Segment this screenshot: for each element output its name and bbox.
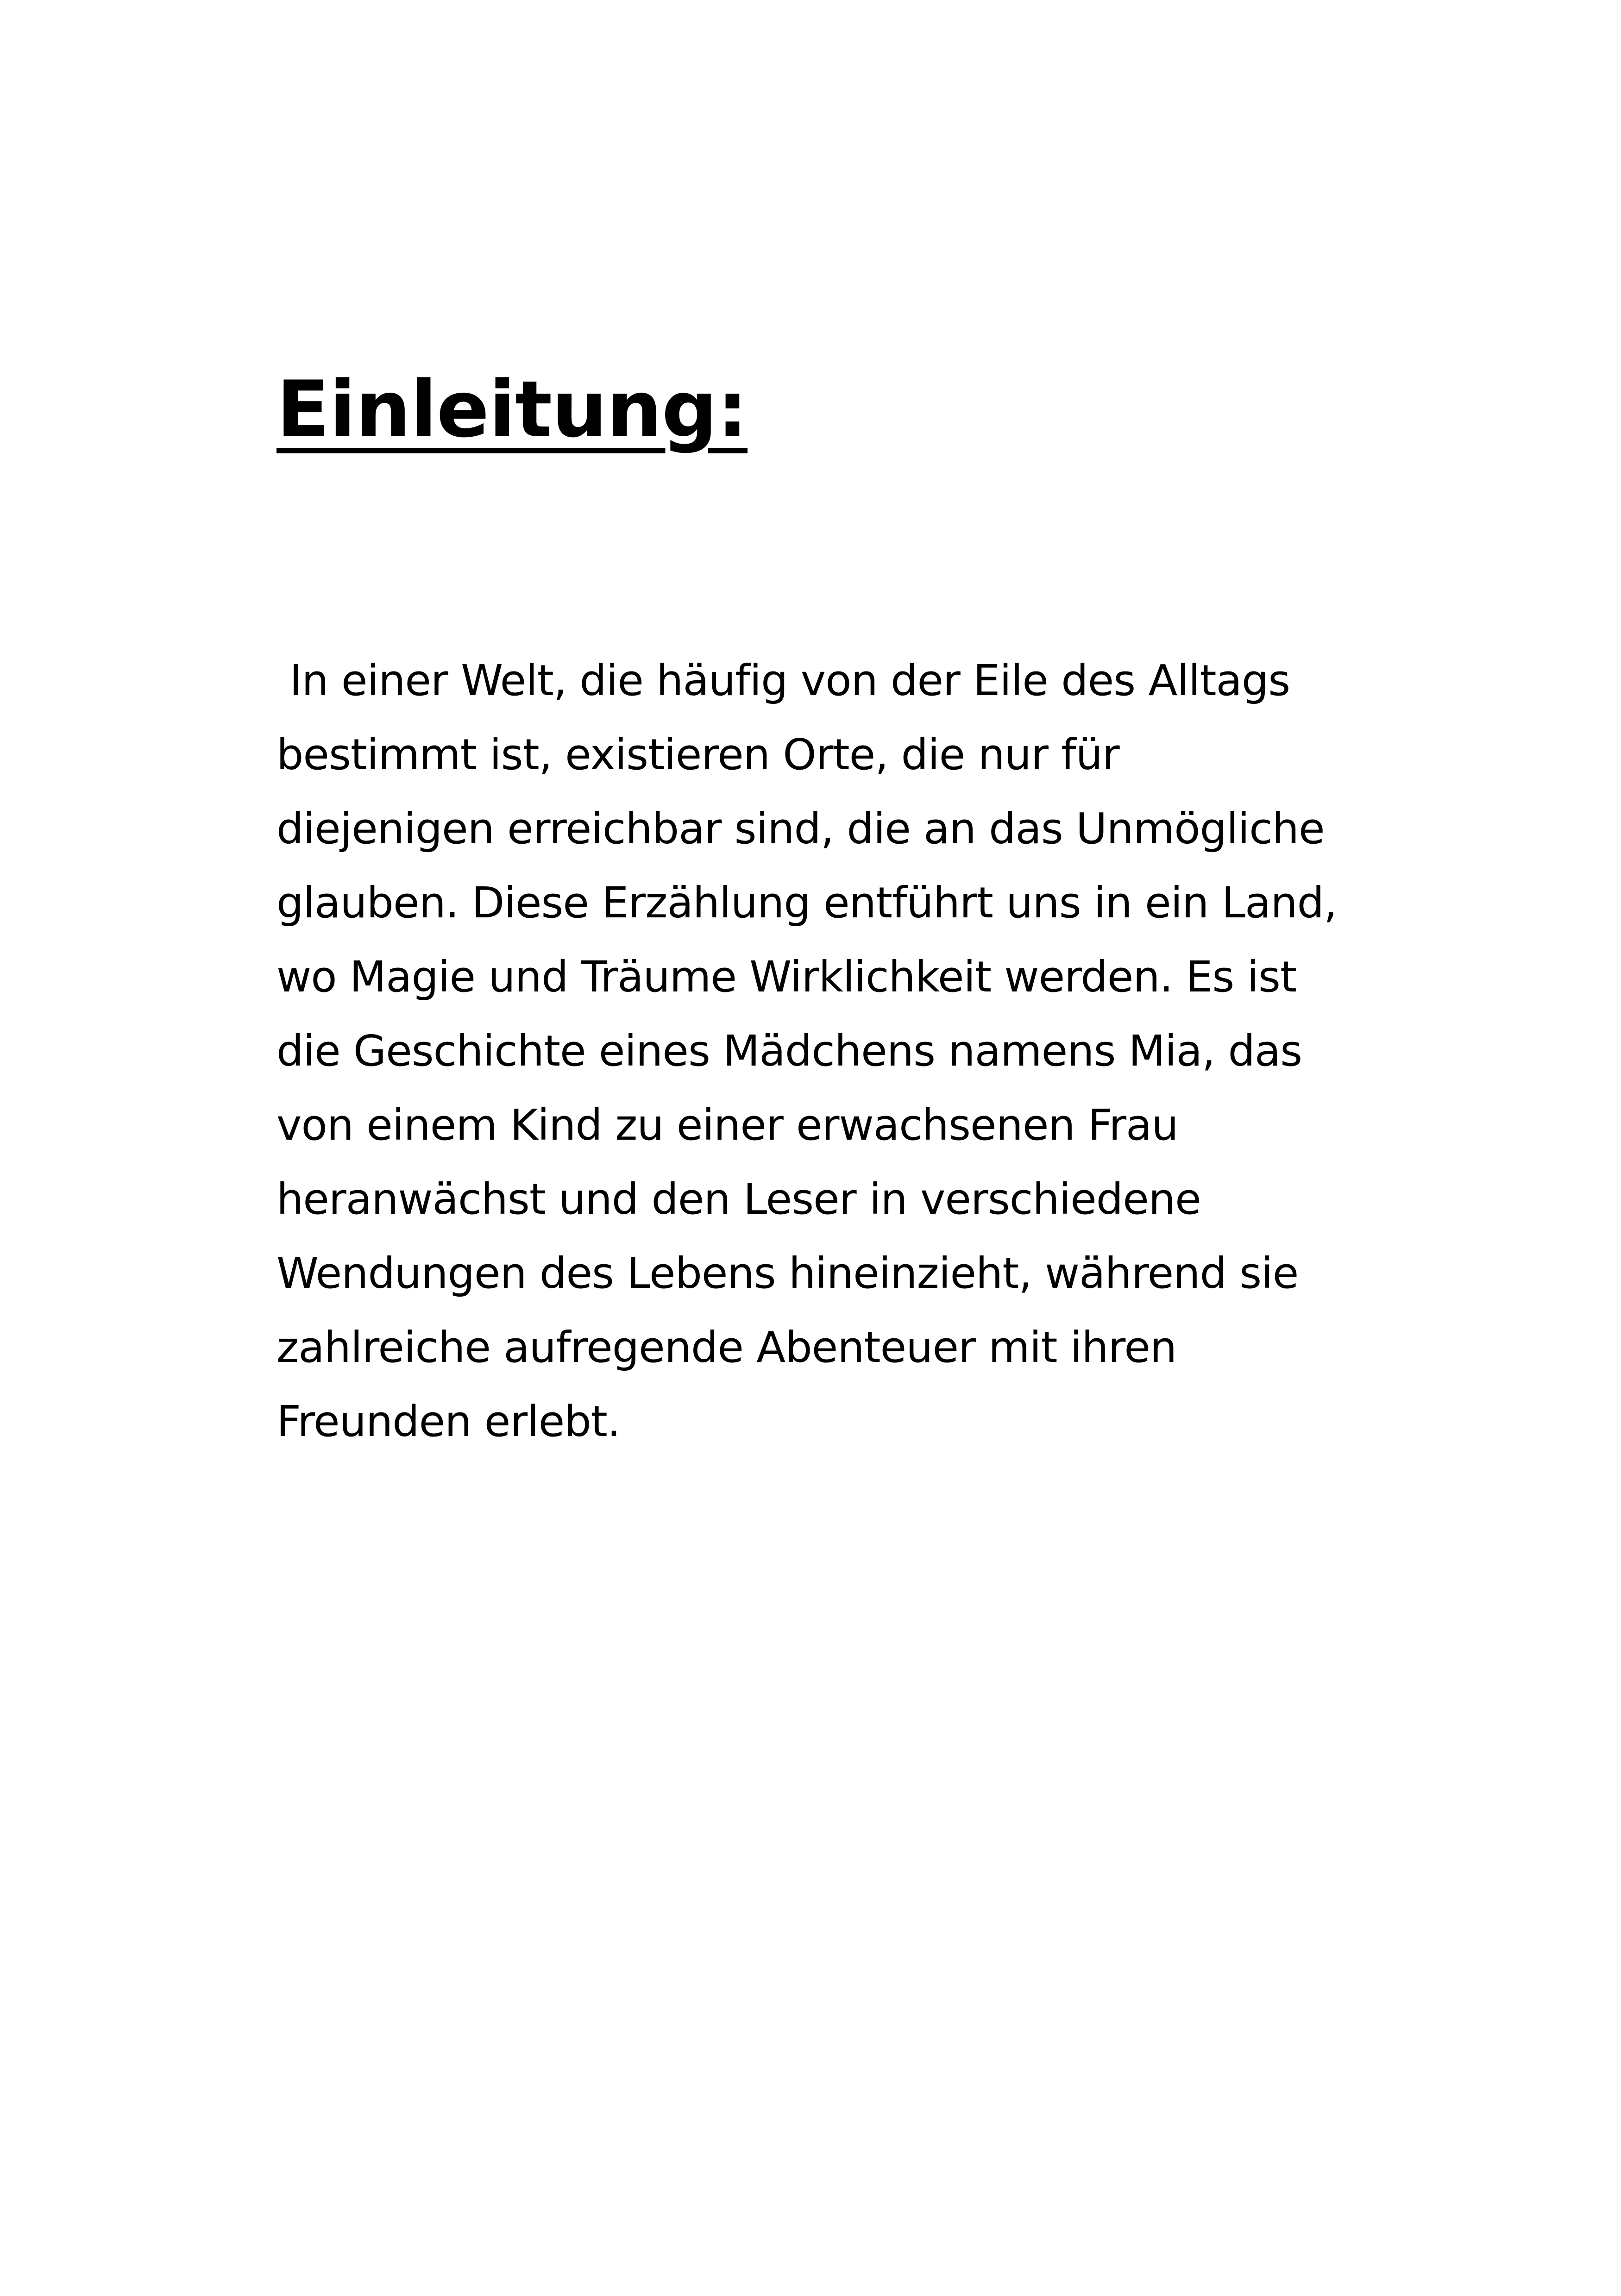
paragraph-line: In einer Welt, die häufig von der Eile des Alltags: [276, 656, 1290, 705]
paragraph-line: Wendungen des Lebens hineinzieht, während sie: [276, 1248, 1299, 1298]
page-title: Einleitung:: [276, 364, 748, 455]
paragraph-line: wo Magie und Träume Wirklichkeit werden. Es ist: [276, 952, 1297, 1002]
paragraph-line: von einem Kind zu einer erwachsenen Frau: [276, 1100, 1178, 1150]
paragraph-line: Freunden erlebt.: [276, 1397, 621, 1446]
paragraph-line: glauben. Diese Erzählung entführt uns in ein Land,: [276, 878, 1337, 928]
introduction-paragraph: [276, 644, 1388, 1459]
paragraph-line: diejenigen erreichbar sind, die an das Unmögliche: [276, 804, 1325, 853]
paragraph-line: zahlreiche aufregende Abenteuer mit ihren: [276, 1323, 1177, 1372]
paragraph-line: bestimmt ist, existieren Orte, die nur für: [276, 730, 1119, 779]
paragraph-line: die Geschichte eines Mädchens namens Mia, das: [276, 1026, 1302, 1076]
paragraph-line: heranwächst und den Leser in verschiedene: [276, 1174, 1201, 1224]
